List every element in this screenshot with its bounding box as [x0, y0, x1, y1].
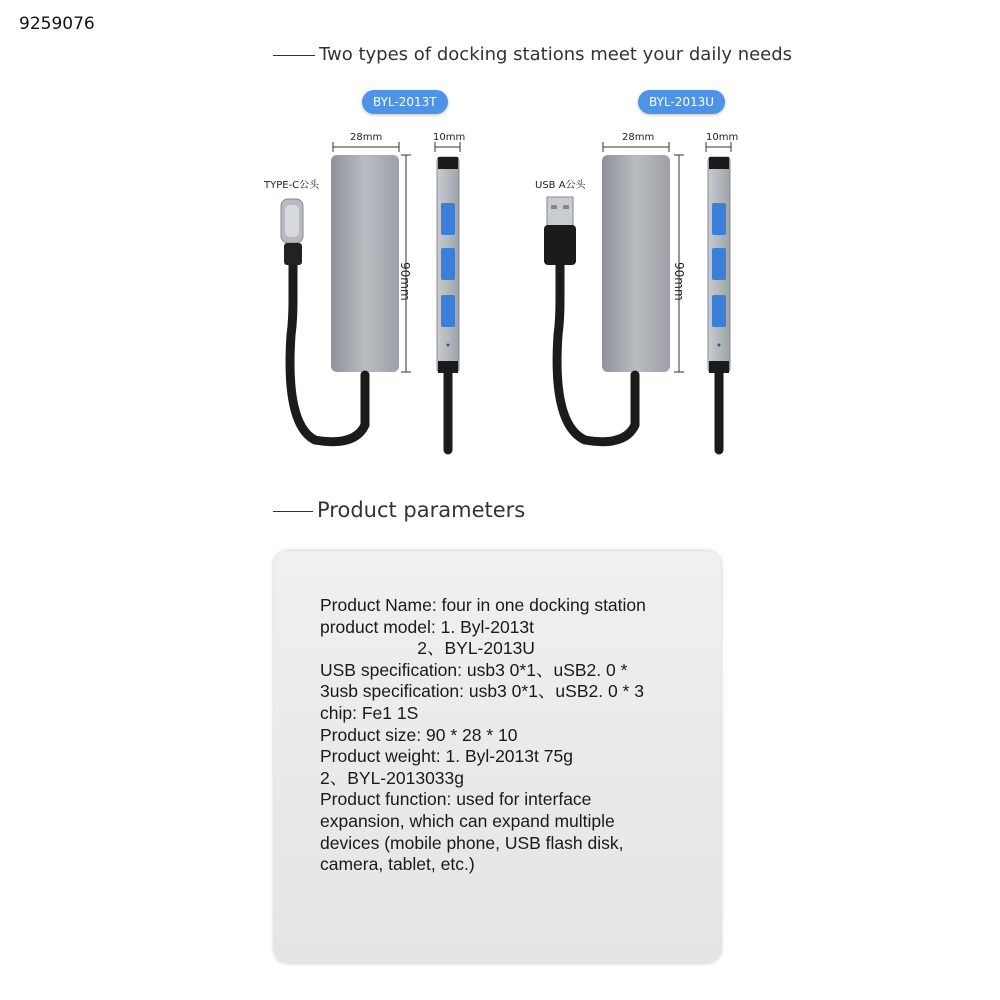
parameter-line: Product size: 90 * 28 * 10 [320, 724, 518, 745]
parameter-line: 2、BYL-2013U [320, 638, 535, 659]
height-label: 90mm [672, 262, 686, 301]
connector-label: USB A公头 [535, 180, 586, 191]
hub-body [602, 155, 670, 372]
thickness-label: 10mm [433, 132, 466, 143]
width-dimension [333, 142, 399, 152]
connector-label: TYPE-C公头 [264, 180, 320, 191]
width-label: 28mm [350, 132, 383, 143]
model-badge-2013t: BYL-2013T [362, 90, 448, 114]
parameters-list [320, 595, 646, 876]
hub-side-view [437, 157, 459, 450]
parameter-line: USB specification: usb3 0*1、uSB2. 0 * [320, 659, 628, 680]
parameter-line: camera, tablet, etc.) [320, 854, 475, 875]
parameter-line: 2、BYL-2013033g [320, 767, 464, 788]
section-heading-parameters [273, 498, 525, 522]
thickness-dimension [706, 142, 731, 152]
product-id-code: 9259076 [19, 14, 95, 34]
usb-a-connector [544, 197, 576, 265]
heading-rule [273, 55, 315, 56]
width-dimension [603, 142, 669, 152]
parameter-line: Product weight: 1. Byl-2013t 75g [320, 746, 573, 767]
heading-text: Two types of docking stations meet your daily needs [319, 44, 793, 65]
heading-rule [273, 511, 313, 512]
parameter-line: chip: Fe1 1S [320, 702, 419, 723]
parameter-line: expansion, which can expand multiple [320, 810, 615, 831]
parameter-line: 3usb specification: usb3 0*1、uSB2. 0 * 3 [320, 681, 644, 702]
parameter-line: product model: 1. Byl-2013t [320, 616, 535, 637]
parameter-line: Product function: used for interface [320, 789, 592, 810]
section-heading-types [273, 44, 792, 65]
thickness-dimension [435, 142, 460, 152]
model-badge-2013u: BYL-2013U [638, 90, 725, 114]
type-c-connector [281, 199, 303, 265]
heading-text: Product parameters [317, 498, 526, 522]
height-label: 90mm [398, 262, 412, 301]
hub-body [331, 155, 399, 372]
thickness-label: 10mm [706, 132, 739, 143]
hub-side-view [708, 157, 730, 450]
parameter-line: Product Name: four in one docking station [320, 595, 646, 615]
parameter-line: devices (mobile phone, USB flash disk, [320, 832, 624, 853]
width-label: 28mm [622, 132, 655, 143]
